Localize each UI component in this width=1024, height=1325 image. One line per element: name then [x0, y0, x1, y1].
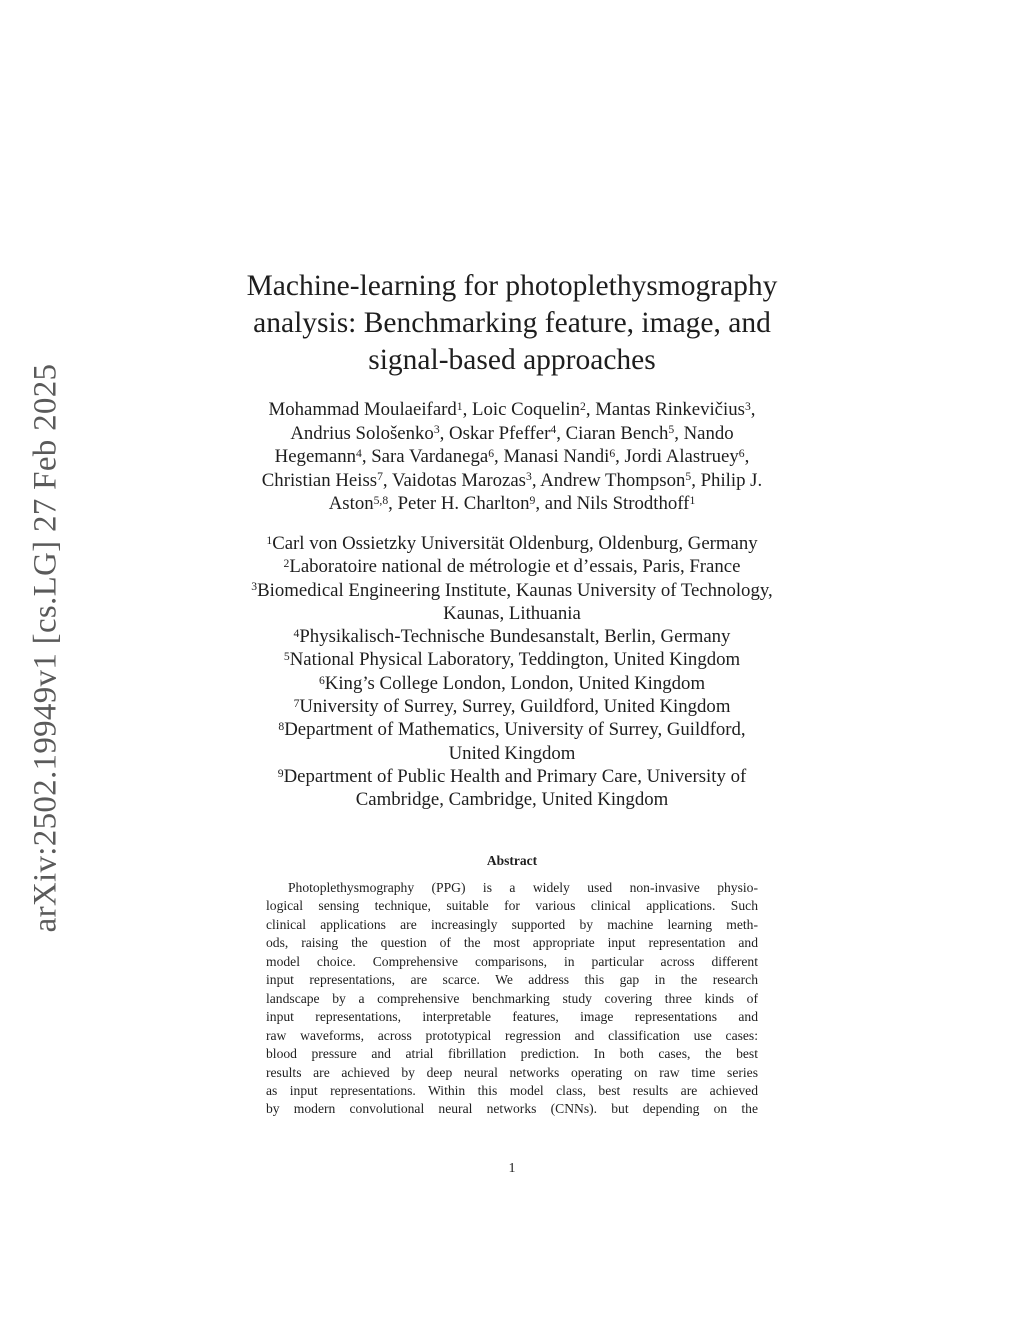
affiliation-number: 9: [277, 766, 284, 780]
affiliation-marker: 2: [580, 399, 586, 413]
author-name: , Loic Coquelin: [462, 399, 580, 420]
affiliation-number: 1: [266, 533, 273, 547]
abstract-line: input representations, interpretable features, image representations and: [266, 1009, 758, 1025]
affiliation-marker: 3: [433, 423, 440, 437]
author-name: Mohammad Moulaeifard: [268, 399, 457, 420]
author-name: Christian Heiss: [261, 469, 378, 491]
affiliation-marker: 1: [689, 493, 696, 507]
author-line: [202, 492, 822, 516]
affiliation-number: 8: [278, 720, 285, 734]
affiliation-number: 5: [283, 650, 290, 664]
affiliation-text: Carl von Ossietzky Universität Oldenburg, Oldenburg, Germany: [272, 533, 758, 554]
author-name: , Jordi Alastruey: [615, 446, 739, 467]
author-line: [202, 398, 822, 422]
affiliation-item: [192, 555, 832, 578]
abstract-body: [266, 879, 758, 1119]
abstract-line: Photoplethysmography (PPG) is a widely used non-invasive physio-: [288, 880, 758, 895]
abstract-line: results are achieved by deep neural networks operating on raw time series: [266, 1064, 758, 1080]
affiliation-text: Department of Public Health and Primary Care, University of: [283, 765, 747, 787]
page-number: 1: [508, 1161, 516, 1176]
affiliation-marker: 5: [685, 470, 692, 484]
affiliation-marker: 4: [550, 423, 557, 437]
affiliation-marker: 6: [609, 446, 616, 460]
abstract-line: ods, raising the question of the most appropriate input representation and: [266, 935, 758, 951]
author-separator: ,: [744, 446, 750, 467]
title-line: analysis: Benchmarking feature, image, and: [253, 307, 771, 339]
author-name: , Sara Vardanega: [361, 446, 489, 467]
abstract-line: input representations, are scarce. We address this gap in the research: [266, 972, 758, 988]
affiliation-item: [192, 579, 832, 602]
affiliation-text: Physikalisch-Technische Bundesanstalt, Berlin, Germany: [299, 626, 731, 648]
affiliation-continuation: Cambridge, Cambridge, United Kingdom: [355, 789, 669, 811]
affiliation-marker: 1: [456, 399, 463, 413]
affiliation-item: [192, 695, 832, 718]
affiliation-number: 2: [283, 557, 290, 571]
author-name: Hegemann: [274, 446, 357, 467]
abstract-line: blood pressure and atrial fibrillation prediction. In both cases, the best: [266, 1046, 758, 1062]
affiliation-text: Department of Mathematics, University of Surrey, Guildford,: [284, 719, 746, 741]
author-name: , Peter H. Charlton: [388, 493, 530, 514]
affiliation-item: [192, 648, 832, 671]
abstract-line: model choice. Comprehensive comparisons, in particular across different: [266, 953, 758, 969]
author-name: , Manasi Nandi: [494, 446, 610, 467]
arxiv-identifier-stamp: arXiv:2502.19949v1 [cs.LG] 27 Feb 2025: [27, 363, 64, 933]
author-name: Aston: [328, 493, 374, 514]
abstract-line: logical sensing technique, suitable for various clinical applications. Such: [266, 898, 758, 914]
author-name: , Oskar Pfeffer: [439, 422, 551, 444]
affiliation-marker: 3: [744, 399, 751, 413]
author-line: [202, 469, 822, 493]
affiliation-text: King’s College London, London, United Kingdom: [324, 672, 706, 694]
affiliation-number: 3: [251, 580, 258, 594]
affiliation-continuation: Kaunas, Lithuania: [443, 602, 581, 624]
affiliation-marker: 4: [356, 446, 362, 460]
author-name: , Andrew Thompson: [531, 469, 686, 491]
affiliation-item: [192, 625, 832, 648]
affiliation-list: [192, 532, 832, 812]
paper-title: [212, 268, 812, 379]
affiliation-number: 4: [293, 626, 300, 640]
abstract-line: raw waveforms, across prototypical regression and classification use cases:: [266, 1027, 758, 1043]
author-name: Andrius Sološenko: [290, 422, 434, 444]
affiliation-item: [192, 672, 832, 695]
affiliation-item: [192, 532, 832, 555]
affiliation-continuation: United Kingdom: [448, 742, 576, 764]
affiliation-item: [192, 718, 832, 741]
abstract-heading: Abstract: [486, 853, 538, 868]
affiliation-marker: 7: [377, 470, 383, 484]
author-name: , Ciaran Bench: [556, 422, 669, 444]
affiliation-marker: 5,8: [373, 493, 389, 507]
affiliation-text: University of Surrey, Surrey, Guildford, United Kingdom: [299, 696, 731, 718]
author-name: , Nando: [674, 422, 734, 444]
affiliation-marker: 6: [738, 446, 745, 460]
affiliation-text: Laboratoire national de métrologie et d’essais, Paris, France: [289, 556, 741, 578]
affiliation-marker: 3: [526, 470, 532, 484]
author-list: [202, 398, 822, 516]
abstract-line: landscape by a comprehensive benchmarking study covering three kinds of: [266, 990, 758, 1006]
title-line: Machine-learning for photoplethysmography: [246, 270, 778, 302]
affiliation-marker: 9: [529, 493, 536, 507]
affiliation-marker: 6: [488, 446, 495, 460]
author-line: [202, 422, 822, 446]
affiliation-text: Biomedical Engineering Institute, Kaunas University of Technology,: [257, 579, 773, 601]
abstract-line: by modern convolutional neural networks (CNNs). but depending on the: [266, 1101, 758, 1117]
title-line: signal-based approaches: [368, 344, 656, 376]
author-name: , Mantas Rinkevičius: [585, 399, 745, 420]
affiliation-text: National Physical Laboratory, Teddington, United Kingdom: [289, 649, 741, 671]
author-name: , Philip J.: [691, 469, 763, 491]
affiliation-marker: 5: [668, 423, 675, 437]
author-separator: ,: [750, 399, 756, 420]
affiliation-number: 7: [293, 696, 300, 710]
abstract-line: clinical applications are increasingly supported by machine learning meth-: [266, 916, 758, 932]
author-name: , and Nils Strodthoff: [535, 493, 690, 514]
affiliation-number: 6: [318, 673, 325, 687]
abstract-line: as input representations. Within this model class, best results are achieved: [266, 1082, 758, 1098]
author-name: , Vaidotas Marozas: [382, 469, 526, 491]
author-line: [202, 445, 822, 469]
affiliation-item: [192, 765, 832, 788]
